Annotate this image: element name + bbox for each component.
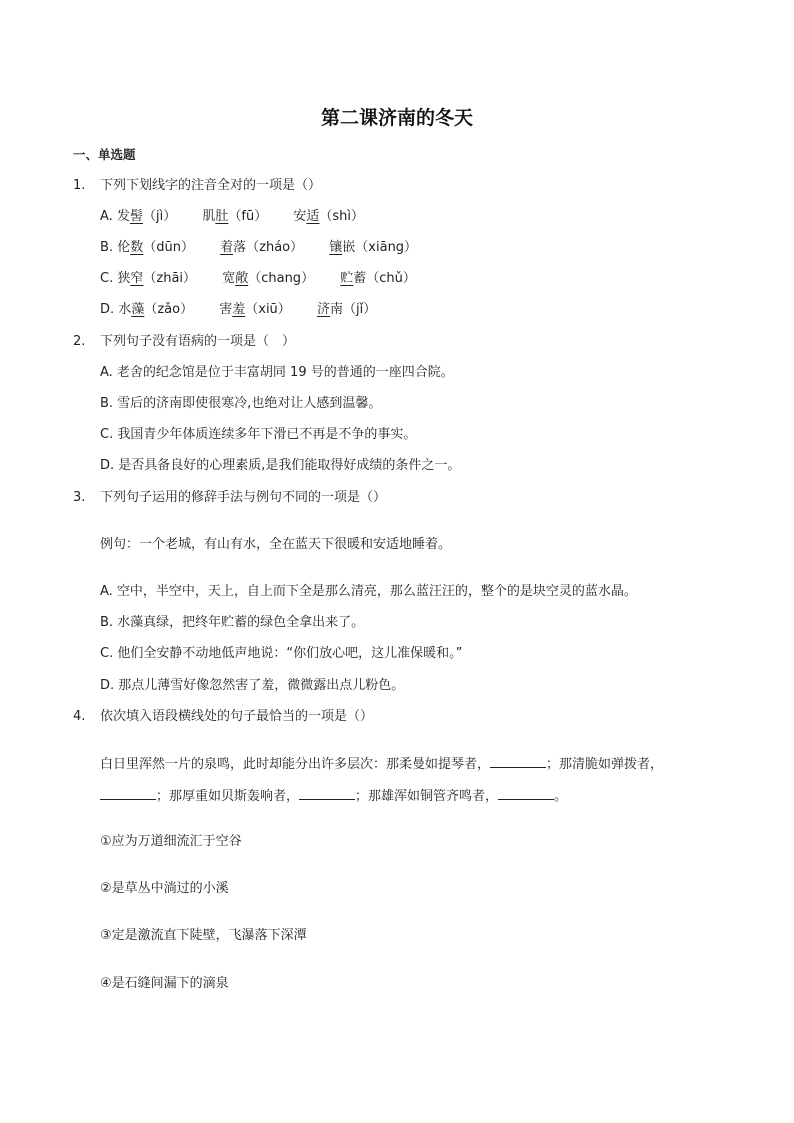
question-stem: 依次填入语段横线处的句子最恰当的一项是（） [100, 709, 374, 724]
option-a [100, 208, 386, 226]
option-c: C. 他们全安静不动地低声地说：“你们放心吧，这儿准保暖和。” [100, 646, 463, 661]
option-b: B. 雪后的济南即使很寒冷,也绝对让人感到温馨。 [100, 396, 382, 411]
question-stem: 下列句子运用的修辞手法与例句不同的一项是（） [100, 490, 387, 505]
option-item: 宽敞（chang） [222, 271, 315, 286]
option-b [100, 239, 439, 257]
question-number: 3. [73, 490, 86, 505]
option-label: C. [100, 271, 114, 286]
fill-blank [498, 787, 554, 800]
example-sentence: 例句：一个老城，有山有水，全在蓝天下很暖和安适地睡着。 [100, 537, 452, 552]
option-label: A. [100, 209, 113, 224]
option-c [100, 270, 438, 288]
option-d: D. 是否具备良好的心理素质,是我们能取得好成绩的条件之一。 [100, 458, 461, 473]
option-item: 伦数（dūn） [117, 240, 194, 255]
option-item: 着落（zháo） [220, 240, 304, 255]
choice-item-3: ③定是激流直下陡壁，飞瀑落下深潭 [100, 928, 307, 943]
option-item: 镶嵌（xiāng） [329, 240, 418, 255]
option-c: C. 我国青少年体质连续多年下滑已不再是不争的事实。 [100, 427, 417, 442]
option-d [100, 301, 398, 319]
option-item: 害羞（xiū） [219, 302, 291, 317]
option-d: D. 那点儿薄雪好像忽然害了羞，微微露出点儿粉色。 [100, 678, 405, 693]
question-number: 2. [73, 334, 86, 349]
choice-item-1: ①应为万道细流汇于空谷 [100, 834, 242, 849]
fill-blank [299, 787, 355, 800]
option-item: 济南（jǐ） [316, 302, 377, 317]
option-a: A. 空中，半空中，天上，自上而下全是那么清亮，那么蓝汪汪的，整个的是块空灵的蓝水晶。 [100, 584, 637, 599]
fill-blank [490, 755, 546, 768]
option-item: 肌肚（fū） [202, 209, 268, 224]
choice-item-2: ②是草丛中淌过的小溪 [100, 881, 229, 896]
question-number: 4. [73, 709, 86, 724]
fill-blank [100, 787, 156, 800]
question-number: 1. [73, 178, 86, 193]
page-title: 第二课济南的冬天 [320, 107, 473, 129]
option-label: D. [100, 302, 115, 317]
option-item: 狭窄（zhāi） [117, 271, 197, 286]
question-stem: 下列句子没有语病的一项是（ ） [100, 334, 296, 349]
option-item: 安适（shì） [293, 209, 364, 224]
option-label: B. [100, 240, 114, 255]
passage-line-1: 白日里浑然一片的泉鸣，此时却能分出许多层次：那柔曼如提琴者， ；那清脆如弹拨者， [100, 757, 664, 772]
option-item: 水藻（zǎo） [118, 302, 194, 317]
option-item: 贮蓄（chǔ） [340, 271, 416, 286]
passage-line-2: ；那厚重如贝斯轰响者， ；那雄浑如铜管齐鸣者， 。 [100, 787, 567, 806]
option-item: 发髻（jì） [116, 209, 177, 224]
option-b: B. 水藻真绿，把终年贮蓄的绿色全拿出来了。 [100, 615, 365, 630]
question-stem: 下列下划线字的注音全对的一项是（） [100, 178, 322, 193]
option-a: A. 老舍的纪念馆是位于丰富胡同 19 号的普通的一座四合院。 [100, 365, 454, 380]
section-heading: 一、单选题 [73, 147, 136, 162]
choice-item-4: ④是石缝间漏下的滴泉 [100, 976, 229, 991]
